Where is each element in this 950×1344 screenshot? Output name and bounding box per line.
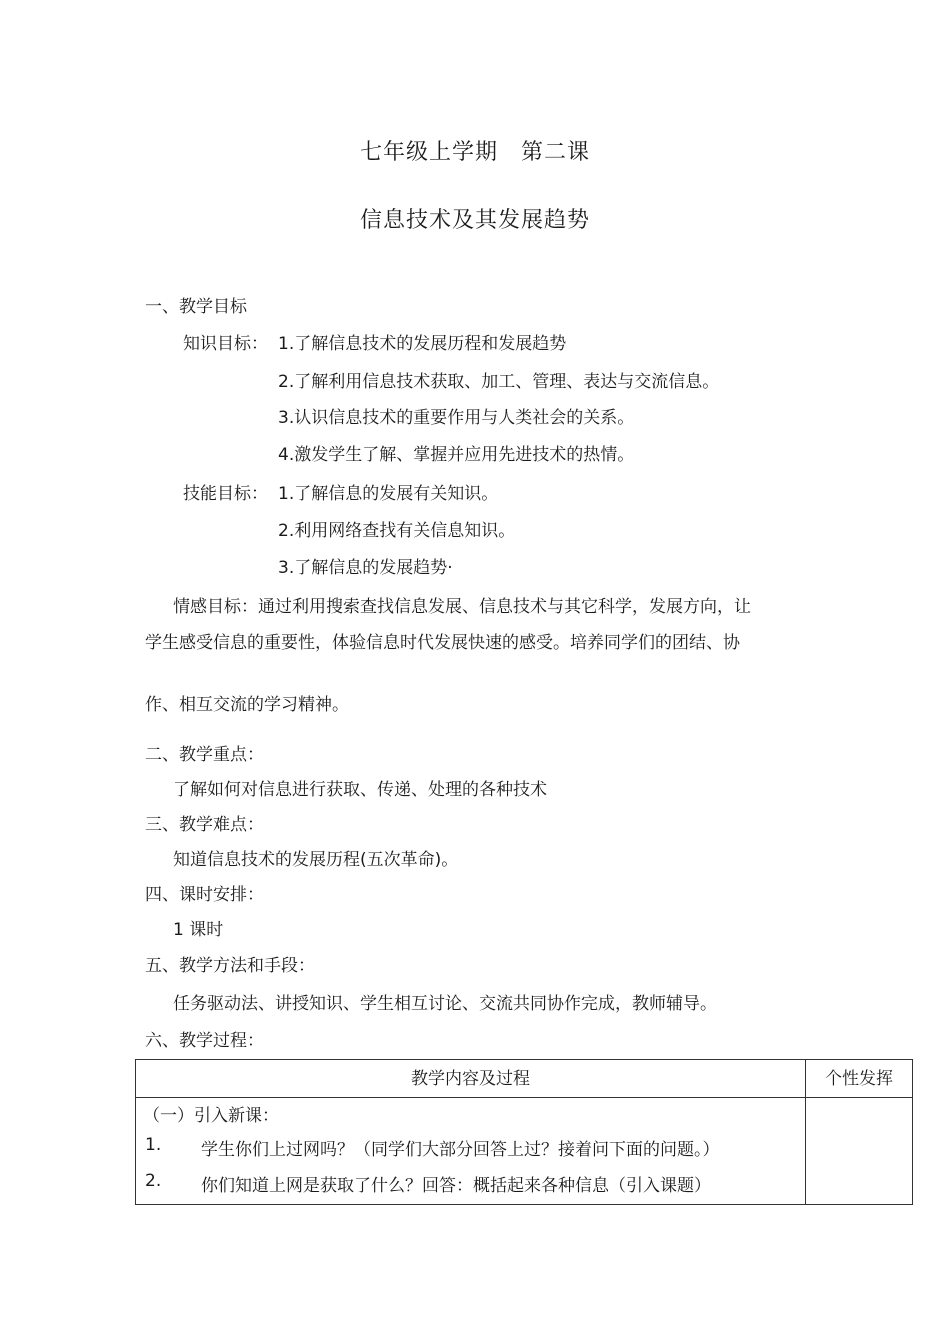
section-5-heading: 五、教学方法和手段： bbox=[145, 956, 315, 976]
table-header-personal: 个性发挥 bbox=[825, 1069, 893, 1089]
table-intro: （一）引入新课： bbox=[143, 1106, 279, 1126]
section-2-heading: 二、教学重点： bbox=[145, 745, 264, 765]
knowledge-item-1: 1.了解信息技术的发展历程和发展趋势 bbox=[278, 334, 567, 354]
section-4-body: 1 课时 bbox=[173, 920, 224, 940]
section-5-body: 任务驱动法、讲授知识、学生相互讨论、交流共同协作完成，教师辅导。 bbox=[173, 994, 717, 1014]
knowledge-label: 知识目标： bbox=[183, 334, 268, 354]
table-item-1-number: 1. bbox=[145, 1135, 162, 1155]
section-3-body: 知道信息技术的发展历程(五次革命)。 bbox=[173, 850, 459, 870]
table-header-divider bbox=[136, 1097, 912, 1098]
teaching-process-table bbox=[135, 1059, 913, 1205]
knowledge-item-2: 2.了解利用信息技术获取、加工、管理、表达与交流信息。 bbox=[278, 372, 720, 392]
knowledge-item-3: 3.认识信息技术的重要作用与人类社会的关系。 bbox=[278, 408, 635, 428]
skill-label: 技能目标： bbox=[183, 484, 268, 504]
title-line-1: 七年级上学期 第二课 bbox=[359, 140, 590, 165]
section-2-body: 了解如何对信息进行获取、传递、处理的各种技术 bbox=[173, 780, 547, 800]
skill-item-2: 2.利用网络查找有关信息知识。 bbox=[278, 521, 516, 541]
table-item-2-number: 2. bbox=[145, 1171, 162, 1191]
title-line-2: 信息技术及其发展趋势 bbox=[359, 208, 590, 233]
table-header-content: 教学内容及过程 bbox=[411, 1069, 530, 1089]
section-4-heading: 四、课时安排： bbox=[145, 885, 264, 905]
knowledge-item-4: 4.激发学生了解、掌握并应用先进技术的热情。 bbox=[278, 445, 635, 465]
skill-item-1: 1.了解信息的发展有关知识。 bbox=[278, 484, 499, 504]
section-3-heading: 三、教学难点： bbox=[145, 815, 264, 835]
emotion-line-3: 作、相互交流的学习精神。 bbox=[145, 695, 349, 715]
table-item-2-text: 你们知道上网是获取了什么？回答：概括起来各种信息（引入课题） bbox=[201, 1176, 711, 1196]
section-6-heading: 六、教学过程： bbox=[145, 1031, 264, 1051]
skill-item-3: 3.了解信息的发展趋势· bbox=[278, 558, 453, 578]
table-item-1-text: 学生你们上过网吗？（同学们大部分回答上过？接着问下面的问题。） bbox=[201, 1140, 720, 1160]
emotion-line-2: 学生感受信息的重要性，体验信息时代发展快速的感受。培养同学们的团结、协 bbox=[145, 633, 740, 653]
section-1-heading: 一、教学目标 bbox=[145, 297, 247, 317]
emotion-line-1: 情感目标：通过利用搜索查找信息发展、信息技术与其它科学，发展方向，让 bbox=[173, 597, 751, 617]
